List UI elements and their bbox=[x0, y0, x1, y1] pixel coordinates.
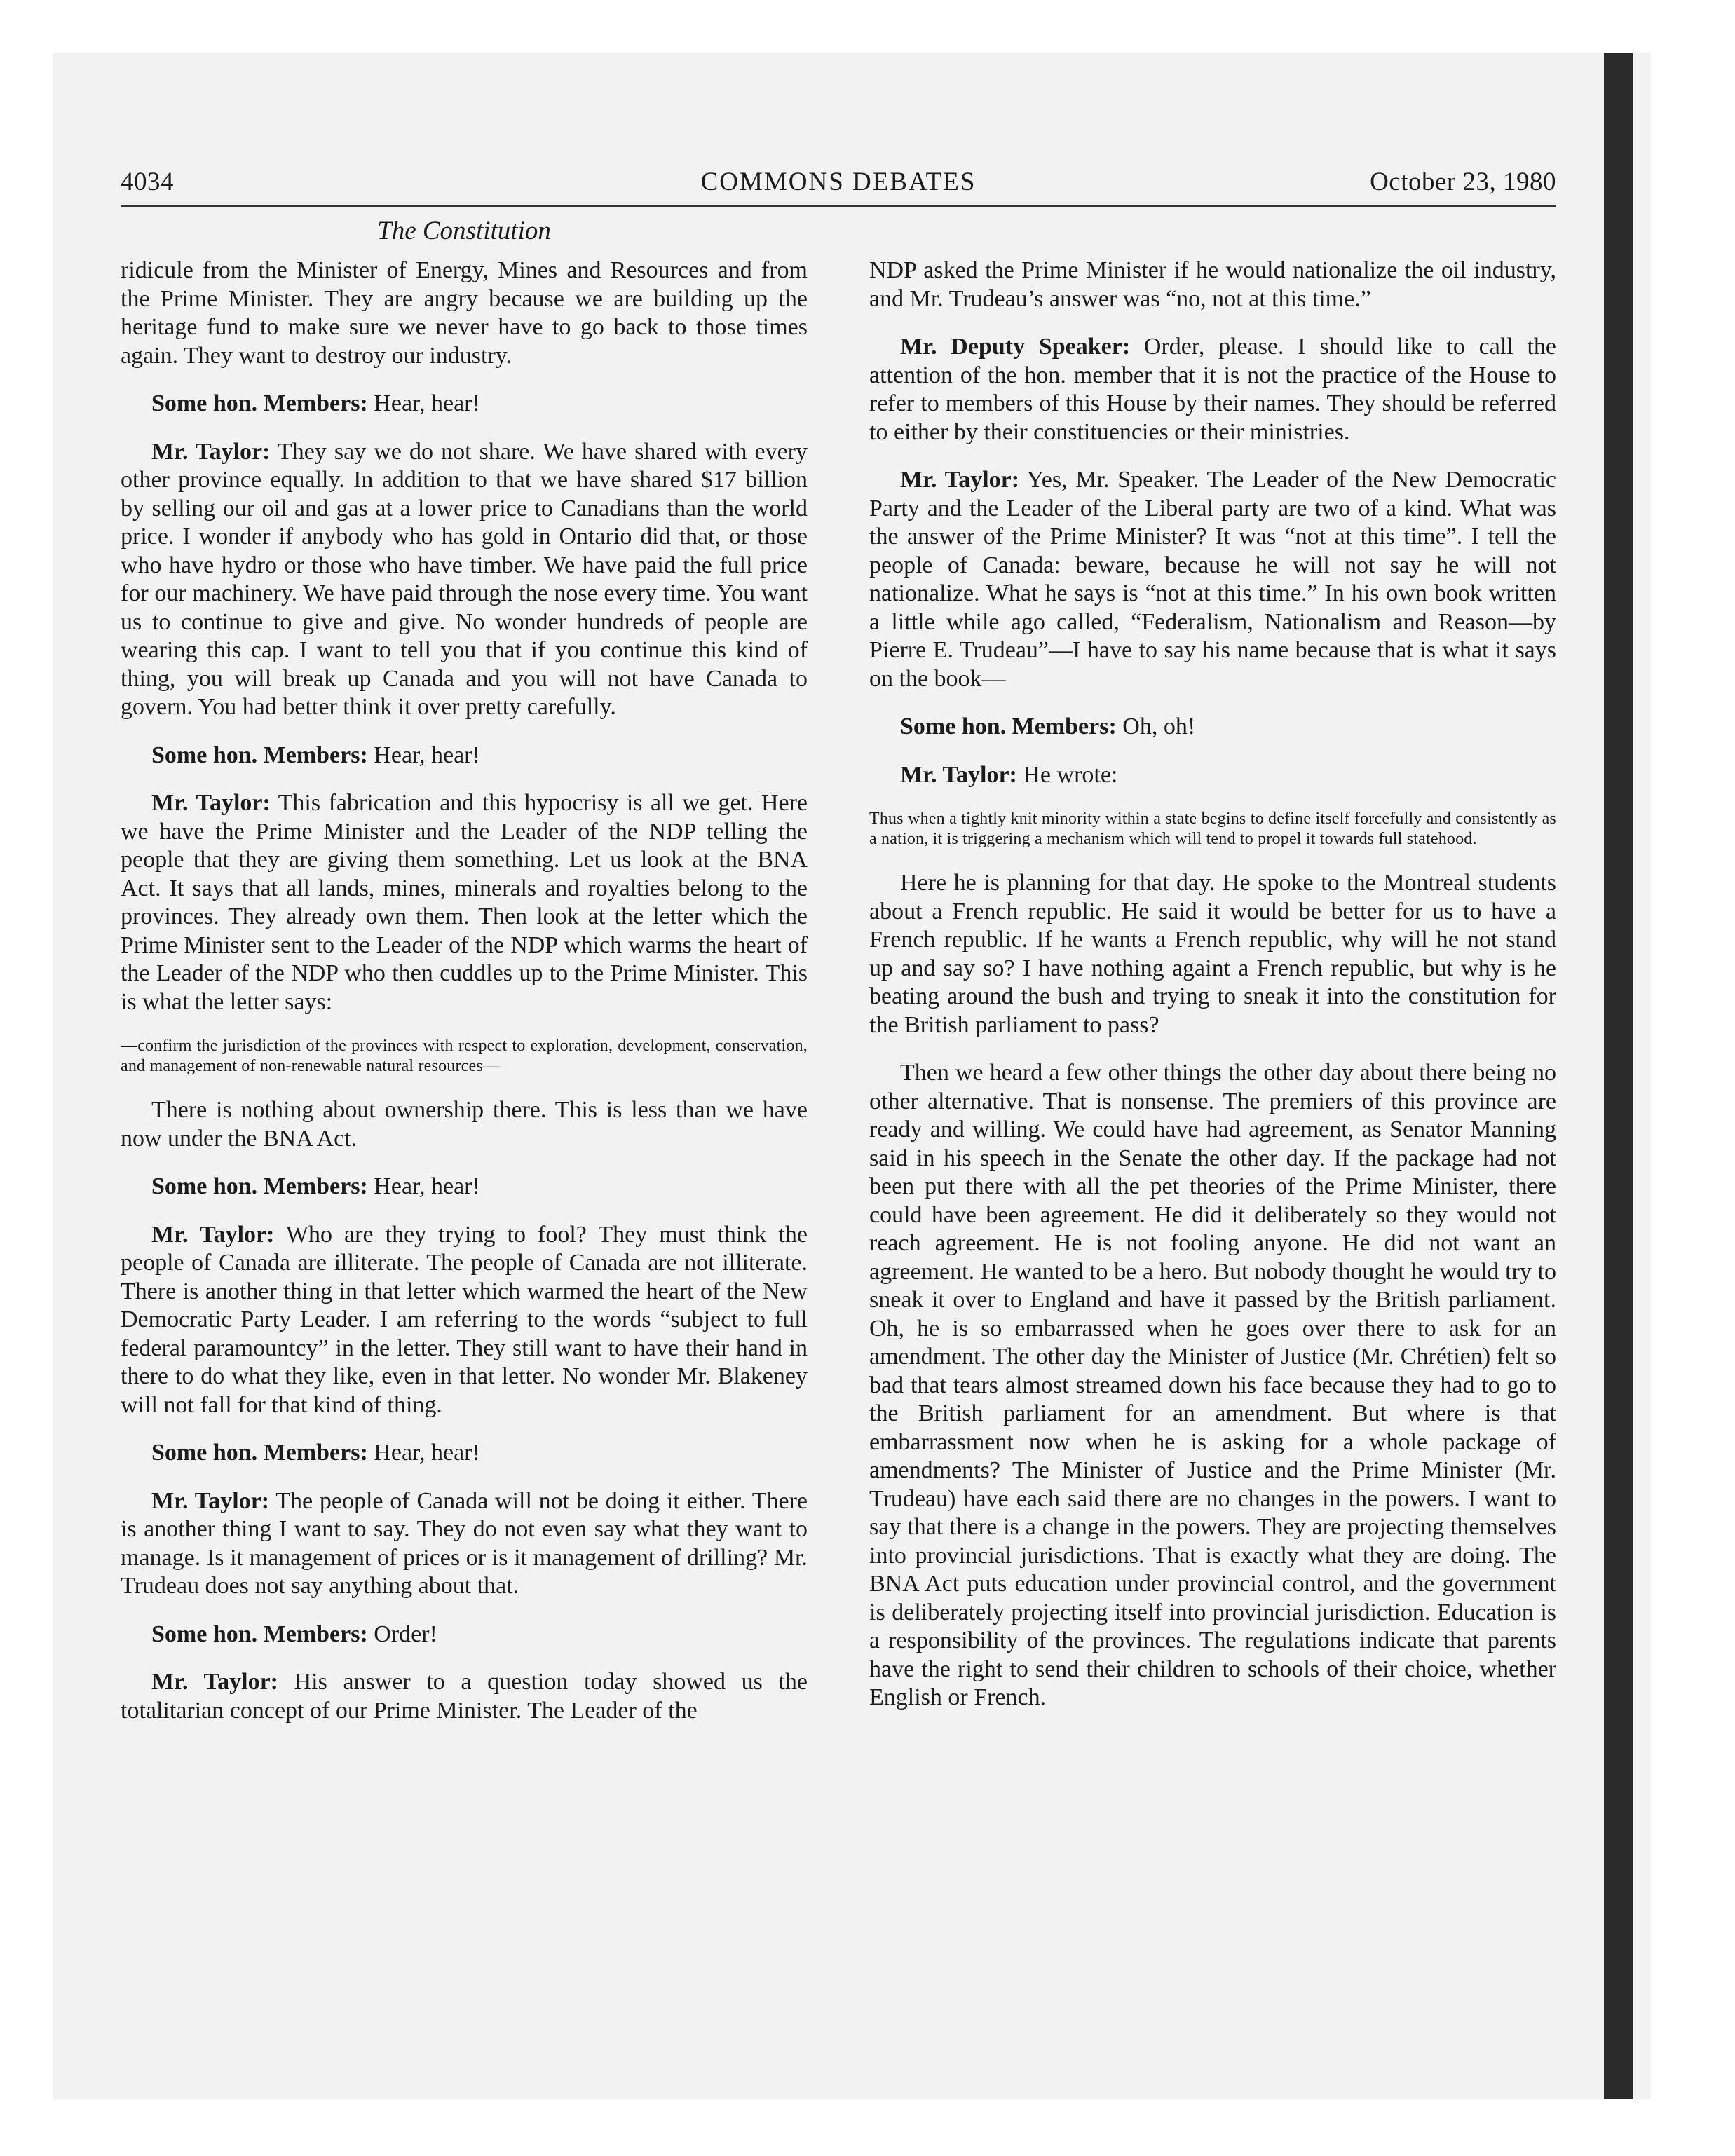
speech-paragraph bbox=[121, 1439, 808, 1468]
speech-paragraph bbox=[121, 1487, 808, 1601]
speech-paragraph bbox=[121, 1668, 808, 1725]
speech-text: Yes, Mr. Speaker. The Leader of the New Democratic Party and the Leader of the Liberal party are two of a kind. What was the answer of the Prime Minister? It was “not at this time”. I tell the people of Canada: beware, because he will not say he will not nationalize. What he says is “not at this time.” In his own book written a little while ago called, “Federalism, Nationalism and Reason—by Pierre E. Trudeau”—I have to say his name because that is what it says on the book— bbox=[869, 467, 1556, 692]
speaker-name: Some hon. Members: bbox=[151, 742, 368, 768]
speech-text: Order! bbox=[367, 1621, 437, 1647]
speech-text: This fabrication and this hypocrisy is all we get. Here we have the Prime Minister and the Leader of the NDP telling the people that they are giving them something. Let us look at the BNA Act. It says that all lands, mines, minerals and royalties belong to the provinces. They already own them. Then look at the letter which the Prime Minister sent to the Leader of the NDP which warms the heart of the Leader of the NDP who then cuddles up to the Prime Minister. This is what the letter says: bbox=[121, 790, 808, 1015]
speaker-name: Mr. Taylor: bbox=[151, 790, 271, 816]
speech-text: Who are they trying to fool? They must think the people of Canada are illiterate. The people of Canada are not illiterate. There is another thing in that letter which warmed the heart of the New Democratic Party Leader. I am referring to the words “subject to full federal paramountcy” in the letter. They still want to have their hand in there to do what they like, even in that letter. No wonder Mr. Blakeney will not fall for that kind of thing. bbox=[121, 1221, 808, 1418]
page-number: 4034 bbox=[121, 168, 174, 196]
speaker-name: Mr. Taylor: bbox=[900, 467, 1020, 493]
speaker-name: Some hon. Members: bbox=[900, 714, 1117, 739]
speaker-name: Mr. Taylor: bbox=[151, 438, 271, 465]
page-header bbox=[121, 167, 1556, 203]
speech-text: Oh, oh! bbox=[1116, 714, 1196, 739]
body-paragraph: There is nothing about ownership there. This is less than we have now under the BNA Act. bbox=[121, 1097, 808, 1152]
speech-paragraph bbox=[869, 466, 1556, 693]
speech-text: He wrote: bbox=[1016, 761, 1118, 788]
left-column bbox=[121, 257, 808, 1745]
block-quote: —confirm the jurisdiction of the provinces with respect to exploration, development, conservation, and management of non-renewable natural resources— bbox=[121, 1037, 808, 1075]
speaker-name: Some hon. Members: bbox=[151, 1440, 368, 1466]
speech-paragraph bbox=[121, 390, 808, 418]
speech-paragraph bbox=[121, 1173, 808, 1201]
speaker-name: Mr. Taylor: bbox=[151, 1221, 275, 1248]
speech-text: Hear, hear! bbox=[367, 390, 480, 416]
continued-paragraph: ridicule from the Minister of Energy, Mines and Resources and from the Prime Minister. They are angry because we are building up the heritage fund to make sure we never have to go back to those times again. They want to destroy our industry. bbox=[121, 257, 808, 369]
publication-title: COMMONS DEBATES bbox=[700, 168, 977, 196]
speech-text: They say we do not share. We have shared with every other province equally. In addition to that we have shared $17 billion by selling our oil and gas at a lower price to Canadians than the world price. I wonder if anybody who has gold in Ontario did that, or those who have hydro or those who have timber. We have paid the full price for our machinery. We have paid through the nose every time. You want us to continue to give and give. No wonder hundreds of people are wearing this cap. I want to tell you that if you continue this kind of thing, you will break up Canada and you will not have Canada to govern. You had better think it over pretty carefully. bbox=[121, 438, 808, 720]
speech-text: His answer to a question today showed us the totalitarian concept of our Prime Minister. The Leader of the bbox=[121, 1669, 808, 1724]
speech-text: Hear, hear! bbox=[367, 1440, 480, 1466]
continued-paragraph: NDP asked the Prime Minister if he would nationalize the oil industry, and Mr. Trudeau’s answer was “no, not at this time.” bbox=[869, 257, 1556, 312]
speech-text: Order, please. I should like to call the attention of the hon. member that it is not the practice of the House to refer to members of this House by their names. They should be referred to either by their constituencies or their ministries. bbox=[869, 334, 1557, 445]
header-rule bbox=[121, 205, 1556, 207]
speech-paragraph bbox=[121, 742, 808, 770]
speech-text: The people of Canada will not be doing it either. There is another thing I want to say. They do not even say what they want to manage. Is it management of prices or is it management of drilling? Mr. Trudeau does not say anything about that. bbox=[121, 1487, 808, 1599]
speech-text: Hear, hear! bbox=[367, 742, 480, 768]
speaker-name: Mr. Taylor: bbox=[151, 1487, 270, 1514]
speech-paragraph bbox=[121, 1221, 808, 1420]
speaker-name: Mr. Deputy Speaker: bbox=[900, 334, 1131, 360]
body-paragraph: Then we heard a few other things the other day about there being no other alternative. That is nonsense. The premiers of this province are ready and willing. We could have had agreement, as Senator Manning said in his speech in the Senate the other day. If the package had not been put there with all the pet theories of the Prime Minister, there could have been agreement. He did it deliberately so they would not reach agreement. He is not fooling anyone. He did not want an agreement. He wanted to be a hero. But nobody thought he would try to sneak it over to England and have it passed by the British parliament. Oh, he is so embarrassed when he goes over there to ask for an amendment. The other day the Minister of Justice (Mr. Chrétien) felt so bad that tears almost streamed down his face because they had to go to the British parliament for an amendment. But where is that embarrassment now when he is asking for a whole package of amendments? The Minister of Justice and the Prime Minister (Mr. Trudeau) have each said there are no changes in the powers. I want to say that there is a change in the powers. They are projecting themselves into provincial jurisdictions. That is exactly what they are doing. The BNA Act puts education under provincial control, and the government is deliberately projecting itself into provincial jurisdiction. Education is a responsibility of the provinces. The regulations indicate that parents have the right to send their children to schools of their choice, whether English or French. bbox=[869, 1060, 1556, 1710]
speaker-name: Some hon. Members: bbox=[151, 390, 368, 416]
body-paragraph: Here he is planning for that day. He spoke to the Montreal students about a French republic. He said it would be better for us to have a French republic. If he wants a French republic, why will he not stand up and say so? I have nothing againt a French republic, but why is he beating around the bush and trying to sneak it into the constitution for the British parliament to pass? bbox=[869, 870, 1556, 1038]
speech-paragraph bbox=[869, 713, 1556, 742]
speech-paragraph bbox=[121, 789, 808, 1016]
speaker-name: Some hon. Members: bbox=[151, 1621, 368, 1647]
speaker-name: Some hon. Members: bbox=[151, 1173, 368, 1199]
publication-date: October 23, 1980 bbox=[1370, 168, 1556, 196]
speech-paragraph bbox=[121, 1621, 808, 1649]
speech-paragraph bbox=[869, 761, 1556, 790]
section-title: The Constitution bbox=[377, 217, 551, 245]
speech-paragraph bbox=[869, 333, 1556, 446]
right-column bbox=[869, 257, 1556, 1732]
block-quote: Thus when a tightly knit minority within a state begins to define itself forcefully and consistently as a nation, it is triggering a mechanism which will tend to propel it towards full statehood. bbox=[869, 810, 1556, 848]
speech-paragraph bbox=[121, 438, 808, 722]
speech-text: Hear, hear! bbox=[367, 1173, 480, 1199]
binding-edge bbox=[1604, 53, 1633, 2099]
speaker-name: Mr. Taylor: bbox=[900, 761, 1017, 788]
speaker-name: Mr. Taylor: bbox=[151, 1669, 278, 1695]
